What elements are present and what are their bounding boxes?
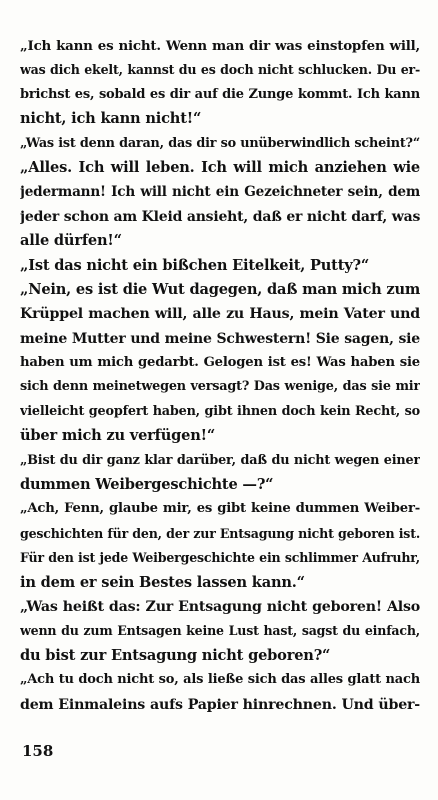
text-line: dem Einmaleins aufs Papier hinrechnen. Und über- — [20, 696, 420, 713]
text-line: Krüppel machen will, alle zu Haus, mein Vater und — [20, 306, 420, 323]
text-line: dummen Weibergeschichte —?“ — [20, 476, 274, 494]
text-line: „Ach tu doch nicht so, als ließe sich das alles glatt nach — [20, 672, 420, 688]
text-line: vielleicht geopfert haben, gibt ihnen doch kein Recht, so — [20, 403, 420, 419]
text-line: in dem er sein Bestes lassen kann.“ — [20, 573, 305, 591]
text-line: was dich ekelt, kannst du es doch nicht schlucken. Du er- — [20, 62, 420, 78]
text-line: „Nein, es ist die Wut dagegen, daß man mich zum — [20, 280, 420, 298]
text-line: jedermann! Ich will nicht ein Gezeichneter sein, dem — [20, 184, 420, 201]
text-line: „Alles. Ich will leben. Ich will mich anziehen wie — [20, 158, 420, 176]
text-line: wenn du zum Entsagen keine Lust hast, sagst du einfach, — [20, 623, 420, 639]
body-text — [20, 34, 420, 717]
page-number: 158 — [22, 742, 54, 760]
text-line: haben um mich gedarbt. Gelogen ist es! Was haben sie — [20, 355, 420, 371]
text-line: „Bist du dir ganz klar darüber, daß du nicht wegen einer — [20, 452, 420, 468]
text-line: über mich zu verfügen!“ — [20, 427, 216, 445]
text-line: „Ach, Fenn, glaube mir, es gibt keine dummen Weiber- — [20, 501, 420, 517]
text-line: brichst es, sobald es dir auf die Zunge kommt. Ich kann — [20, 86, 420, 102]
text-line: geschichten für den, der zur Entsagung nicht geboren ist. — [20, 525, 420, 541]
text-line: „Was ist denn daran, das dir so unüberwindlich scheint?“ — [20, 135, 420, 151]
text-line: sich denn meinetwegen versagt? Das wenige, das sie mir — [20, 379, 420, 395]
text-line: Für den ist jede Weibergeschichte ein schlimmer Aufruhr, — [20, 550, 420, 566]
text-line: alle dürfen!“ — [20, 232, 122, 250]
text-line: jeder schon am Kleid ansieht, daß er nicht darf, was — [20, 208, 420, 225]
text-line: nicht, ich kann nicht!“ — [20, 110, 202, 128]
text-line: „Ist das nicht ein bißchen Eitelkeit, Putty?“ — [20, 256, 370, 274]
text-line: „Was heißt das: Zur Entsagung nicht geboren! Also — [20, 598, 420, 615]
text-line: du bist zur Entsagung nicht geboren?“ — [20, 646, 331, 664]
text-line: meine Mutter und meine Schwestern! Sie sagen, sie — [20, 330, 420, 347]
text-line: „Ich kann es nicht. Wenn man dir was einstopfen will, — [20, 38, 420, 54]
